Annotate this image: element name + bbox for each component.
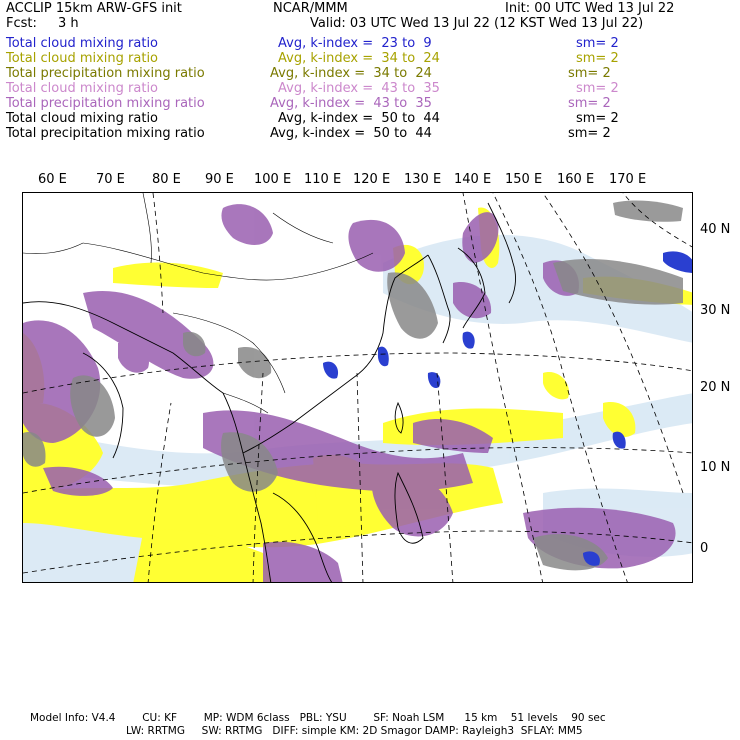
- legend-sm-7: sm= 2: [568, 126, 611, 141]
- lon-label-170e: 170 E: [609, 172, 647, 187]
- lon-label-100e: 100 E: [254, 172, 292, 187]
- map-canvas: [23, 193, 693, 583]
- fcst-value: 3 h: [58, 16, 79, 31]
- legend-avg-6: Avg, k-index = 50 to 44: [278, 111, 440, 126]
- legend-field-3: Total precipitation mixing ratio: [6, 66, 205, 81]
- legend-avg-3: Avg, k-index = 34 to 24: [270, 66, 432, 81]
- fcst-label: Fcst:: [6, 16, 37, 31]
- lat-label-30n: 30 N: [700, 303, 731, 318]
- model-title: ACCLIP 15km ARW-GFS init: [6, 1, 182, 16]
- lon-label-120e: 120 E: [353, 172, 391, 187]
- lon-label-110e: 110 E: [304, 172, 342, 187]
- legend-field-6: Total cloud mixing ratio: [6, 111, 159, 126]
- legend-sm-2: sm= 2: [576, 51, 619, 66]
- legend-sm-3: sm= 2: [568, 66, 611, 81]
- legend-sm-6: sm= 2: [576, 111, 619, 126]
- lon-label-80e: 80 E: [152, 172, 181, 187]
- lon-label-140e: 140 E: [454, 172, 492, 187]
- legend-avg-4: Avg, k-index = 43 to 35: [278, 81, 440, 96]
- legend-sm-1: sm= 2: [576, 36, 619, 51]
- valid-time: Valid: 03 UTC Wed 13 Jul 22 (12 KST Wed 13 Jul 22): [310, 16, 644, 31]
- lon-label-90e: 90 E: [205, 172, 234, 187]
- forecast-map: [22, 192, 693, 583]
- legend-avg-2: Avg, k-index = 34 to 24: [278, 51, 440, 66]
- lat-label-0: 0: [700, 541, 709, 556]
- lon-label-160e: 160 E: [557, 172, 595, 187]
- legend-field-1: Total cloud mixing ratio: [6, 36, 159, 51]
- legend-sm-5: sm= 2: [568, 96, 611, 111]
- legend-field-5: Total precipitation mixing ratio: [6, 96, 205, 111]
- footer-physics-info: LW: RRTMG SW: RRTMG DIFF: simple KM: 2D Smagor DAMP: Rayleigh3 SFLAY: MM5: [126, 725, 583, 737]
- legend-field-4: Total cloud mixing ratio: [6, 81, 159, 96]
- legend-avg-5: Avg, k-index = 43 to 35: [270, 96, 432, 111]
- lon-label-150e: 150 E: [505, 172, 543, 187]
- legend-field-7: Total precipitation mixing ratio: [6, 126, 205, 141]
- legend-avg-7: Avg, k-index = 50 to 44: [270, 126, 432, 141]
- legend-avg-1: Avg, k-index = 23 to 9: [278, 36, 432, 51]
- lon-label-60e: 60 E: [38, 172, 67, 187]
- lat-label-10n: 10 N: [700, 460, 731, 475]
- lon-label-70e: 70 E: [96, 172, 125, 187]
- footer-model-info: Model Info: V4.4 CU: KF MP: WDM 6class PBL: YSU SF: Noah LSM 15 km 51 levels 90 sec: [30, 712, 606, 724]
- lon-label-130e: 130 E: [404, 172, 442, 187]
- lat-label-40n: 40 N: [700, 222, 731, 237]
- legend-field-2: Total cloud mixing ratio: [6, 51, 159, 66]
- legend-sm-4: sm= 2: [576, 81, 619, 96]
- institution: NCAR/MMM: [273, 1, 348, 16]
- lat-label-20n: 20 N: [700, 380, 731, 395]
- init-time: Init: 00 UTC Wed 13 Jul 22: [505, 1, 675, 16]
